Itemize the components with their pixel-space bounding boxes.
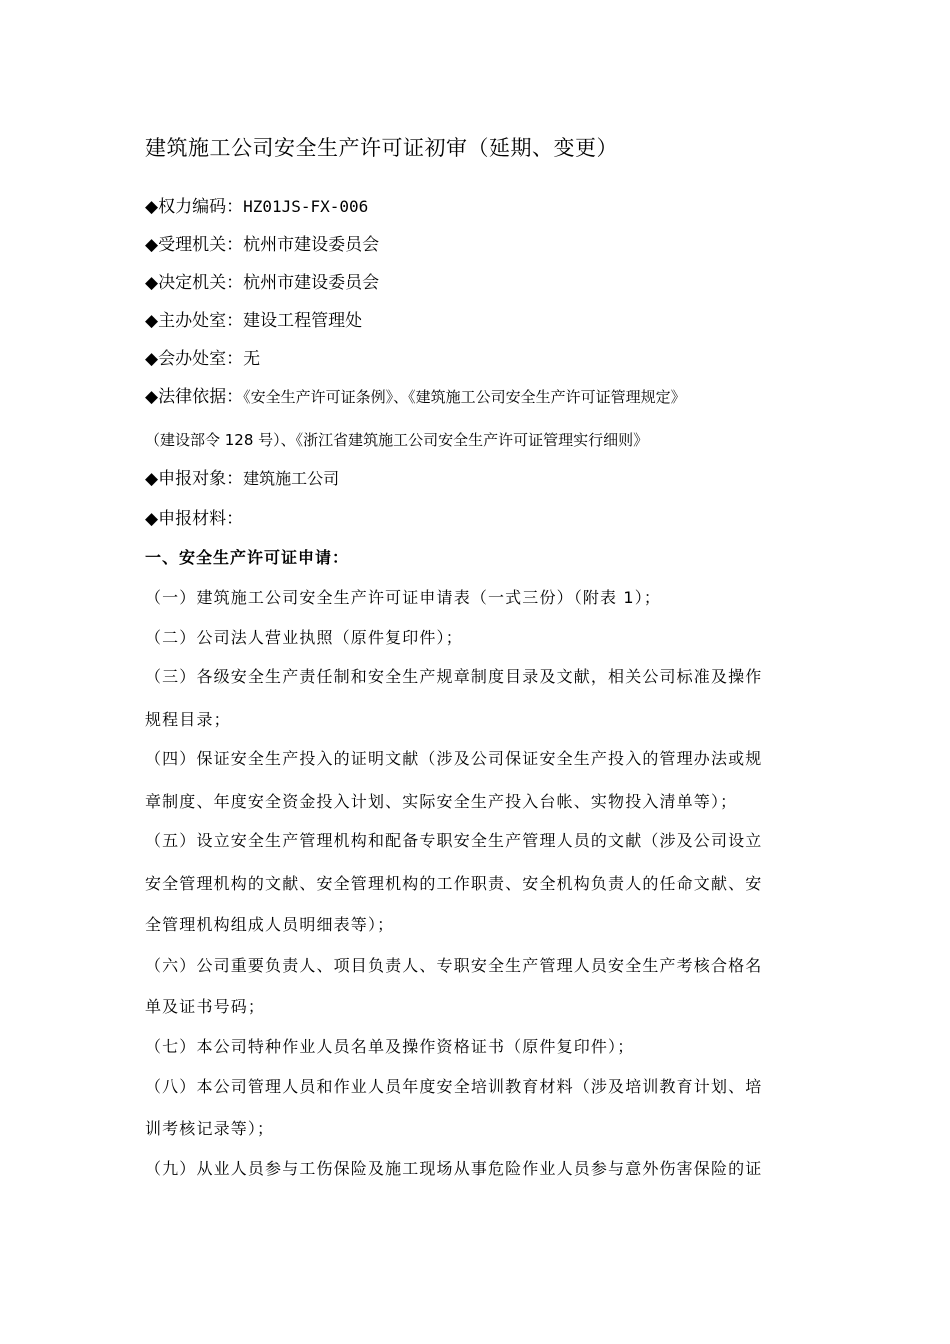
legal-basis-line-1: 《安全生产许可证条例》、《建筑施工公司安全生产许可证管理规定》 bbox=[243, 388, 686, 406]
applicant-value: 建筑施工公司 bbox=[243, 469, 340, 488]
body-line: （四）保证安全生产投入的证明文献（涉及公司保证安全生产投入的管理办法或规 bbox=[145, 749, 763, 768]
decide-org-value: 杭州市建设委员会 bbox=[243, 273, 380, 293]
main-office-label: ◆主办处室： bbox=[145, 311, 244, 331]
meta-legal-basis bbox=[145, 386, 686, 408]
body-line: （五）设立安全生产管理机构和配备专职安全生产管理人员的文献（涉及公司设立 bbox=[145, 831, 763, 850]
legal-basis-line-2: （建设部令 128 号）、《浙江省建筑施工公司安全生产许可证管理实行细则》 bbox=[145, 431, 649, 449]
accept-org-value: 杭州市建设委员会 bbox=[243, 235, 380, 255]
meta-accept-org bbox=[145, 233, 379, 257]
body-line: 单及证书号码； bbox=[145, 997, 266, 1016]
co-office-value: 无 bbox=[243, 349, 261, 369]
accept-org-label: ◆受理机关： bbox=[145, 235, 244, 255]
body-line: 规程目录； bbox=[145, 710, 231, 729]
section-heading: 一、安全生产许可证申请： bbox=[145, 548, 350, 567]
power-code-label: ◆权力编码： bbox=[145, 197, 244, 217]
body-line: 章制度、年度安全资金投入计划、实际安全生产投入台帐、实物投入清单等）； bbox=[145, 792, 738, 811]
body-line: （九）从业人员参与工伤保险及施工现场从事危险作业人员参与意外伤害保险的证 bbox=[145, 1159, 763, 1178]
meta-applicant bbox=[145, 467, 339, 491]
body-line: （六）公司重要负责人、项目负责人、专职安全生产管理人员安全生产考核合格名 bbox=[145, 956, 763, 975]
body-line: （三）各级安全生产责任制和安全生产规章制度目录及文献，相关公司标准及操作 bbox=[145, 667, 763, 686]
meta-materials bbox=[145, 507, 243, 531]
body-line: （八）本公司管理人员和作业人员年度安全培训教育材料（涉及培训教育计划、培 bbox=[145, 1077, 763, 1096]
power-code-value: HZ01JS-FX-006 bbox=[243, 197, 369, 216]
body-line: 全管理机构组成人员明细表等）； bbox=[145, 915, 395, 934]
decide-org-label: ◆决定机关： bbox=[145, 273, 244, 293]
meta-main-office bbox=[145, 309, 362, 333]
meta-power-code bbox=[145, 195, 368, 219]
main-office-value: 建设工程管理处 bbox=[243, 311, 363, 331]
co-office-label: ◆会办处室： bbox=[145, 349, 244, 369]
body-line: 训考核记录等）； bbox=[145, 1119, 275, 1138]
body-line: （七）本公司特种作业人员名单及操作资格证书（原件复印件）； bbox=[145, 1037, 635, 1056]
body-line: 安全管理机构的文献、安全管理机构的工作职责、安全机构负责人的任命文献、安 bbox=[145, 874, 763, 893]
meta-co-office bbox=[145, 347, 260, 371]
body-line: （一）建筑施工公司安全生产许可证申请表（一式三份）（附表 1）； bbox=[145, 588, 662, 607]
applicant-label: ◆申报对象： bbox=[145, 469, 244, 489]
document-title: 建筑施工公司安全生产许可证初审（延期、变更） bbox=[145, 136, 618, 160]
meta-decide-org bbox=[145, 271, 379, 295]
materials-label: ◆申报材料： bbox=[145, 509, 244, 529]
body-line: （二）公司法人营业执照（原件复印件）； bbox=[145, 628, 463, 647]
legal-basis-label: ◆法律依据： bbox=[145, 387, 244, 407]
